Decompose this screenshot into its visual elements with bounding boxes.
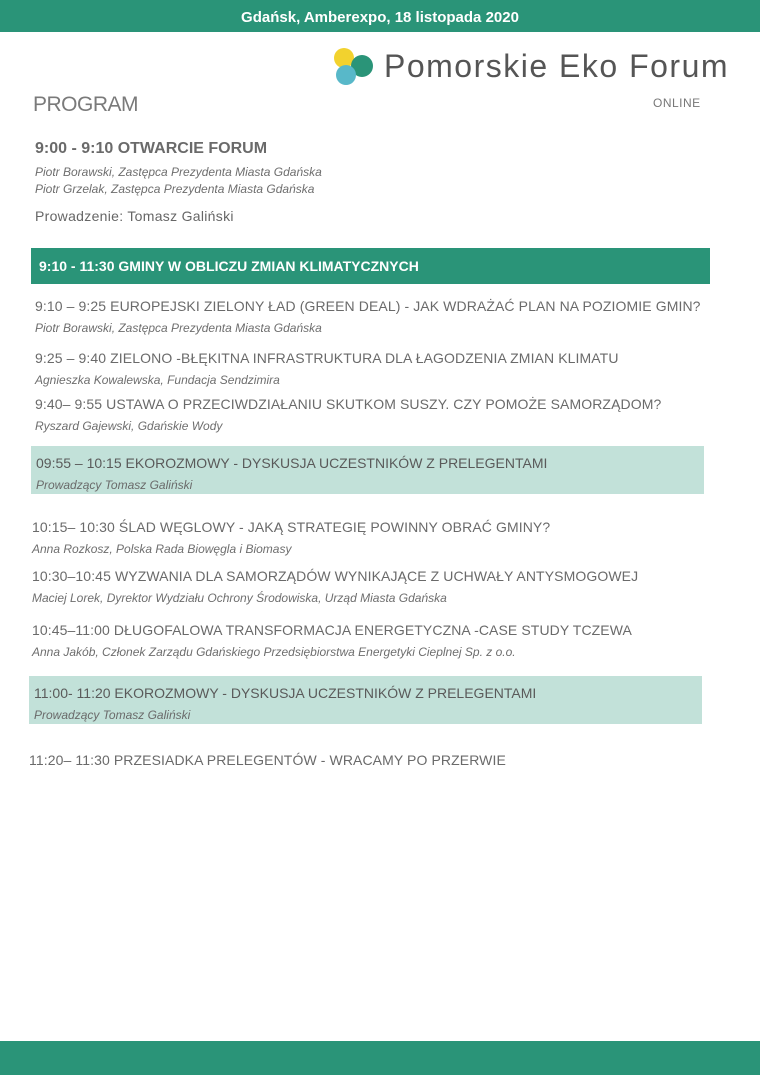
talk-title: 9:10 – 9:25 EUROPEJSKI ZIELONY ŁAD (GREEN DEAL) - JAK WDRAŻAĆ PLAN NA POZIOMIE GMIN? xyxy=(35,298,701,314)
eko-forum-logo-icon xyxy=(334,46,374,86)
session-title: 9:10 - 11:30 GMINY W OBLICZU ZMIAN KLIMATYCZNYCH xyxy=(39,258,419,274)
talk-speaker: Piotr Borawski, Zastępca Prezydenta Miasta Gdańska xyxy=(35,321,322,335)
brand-mode: ONLINE xyxy=(653,96,701,110)
talk-speaker: Anna Rozkosz, Polska Rada Biowęgla i Biomasy xyxy=(32,542,292,556)
talk-title: 10:45–11:00 DŁUGOFALOWA TRANSFORMACJA ENERGETYCZNA -CASE STUDY TCZEWA xyxy=(32,622,632,638)
talk-title: 9:25 – 9:40 ZIELONO -BŁĘKITNA INFRASTRUKTURA DLA ŁAGODZENIA ZMIAN KLIMATU xyxy=(35,350,619,366)
session-band xyxy=(31,248,710,284)
break-title: 11:20– 11:30 PRZESIADKA PRELEGENTÓW - WRACAMY PO PRZERWIE xyxy=(29,752,506,768)
discussion-band xyxy=(31,446,704,494)
talk-speaker: Agnieszka Kowalewska, Fundacja Sendzimira xyxy=(35,373,280,387)
talk-speaker: Anna Jakób, Członek Zarządu Gdańskiego Przedsiębiorstwa Energetyki Cieplnej Sp. z o.o. xyxy=(32,645,516,659)
opening-speaker: Piotr Grzelak, Zastępca Prezydenta Miasta Gdańska xyxy=(35,182,315,196)
event-header-text: Gdańsk, Amberexpo, 18 listopada 2020 xyxy=(241,9,519,26)
discussion-title: 09:55 – 10:15 EKOROZMOWY - DYSKUSJA UCZESTNIKÓW Z PRELEGENTAMI xyxy=(36,455,548,471)
discussion-band xyxy=(29,676,702,724)
discussion-moderator: Prowadzący Tomasz Galiński xyxy=(34,708,191,722)
opening-moderator: Prowadzenie: Tomasz Galiński xyxy=(35,208,234,224)
opening-speaker: Piotr Borawski, Zastępca Prezydenta Miasta Gdańska xyxy=(35,165,322,179)
talk-speaker: Maciej Lorek, Dyrektor Wydziału Ochrony Środowiska, Urząd Miasta Gdańska xyxy=(32,591,447,605)
discussion-title: 11:00- 11:20 EKOROZMOWY - DYSKUSJA UCZESTNIKÓW Z PRELEGENTAMI xyxy=(34,685,537,701)
program-heading: PROGRAM xyxy=(33,93,139,116)
discussion-moderator: Prowadzący Tomasz Galiński xyxy=(36,478,193,492)
talk-title: 10:30–10:45 WYZWANIA DLA SAMORZĄDÓW WYNIKAJĄCE Z UCHWAŁY ANTYSMOGOWEJ xyxy=(32,568,639,584)
talk-speaker: Ryszard Gajewski, Gdańskie Wody xyxy=(35,419,223,433)
talk-title: 10:15– 10:30 ŚLAD WĘGLOWY - JAKĄ STRATEGIĘ POWINNY OBRAĆ GMINY? xyxy=(32,519,551,535)
event-header-bar xyxy=(0,0,760,32)
talk-title: 9:40– 9:55 USTAWA O PRZECIWDZIAŁANIU SKUTKOM SUSZY. CZY POMOŻE SAMORZĄDOM? xyxy=(35,396,662,412)
opening-title: 9:00 - 9:10 OTWARCIE FORUM xyxy=(35,140,268,157)
footer-bar xyxy=(0,1041,760,1075)
brand-name: Pomorskie Eko Forum xyxy=(384,48,730,84)
